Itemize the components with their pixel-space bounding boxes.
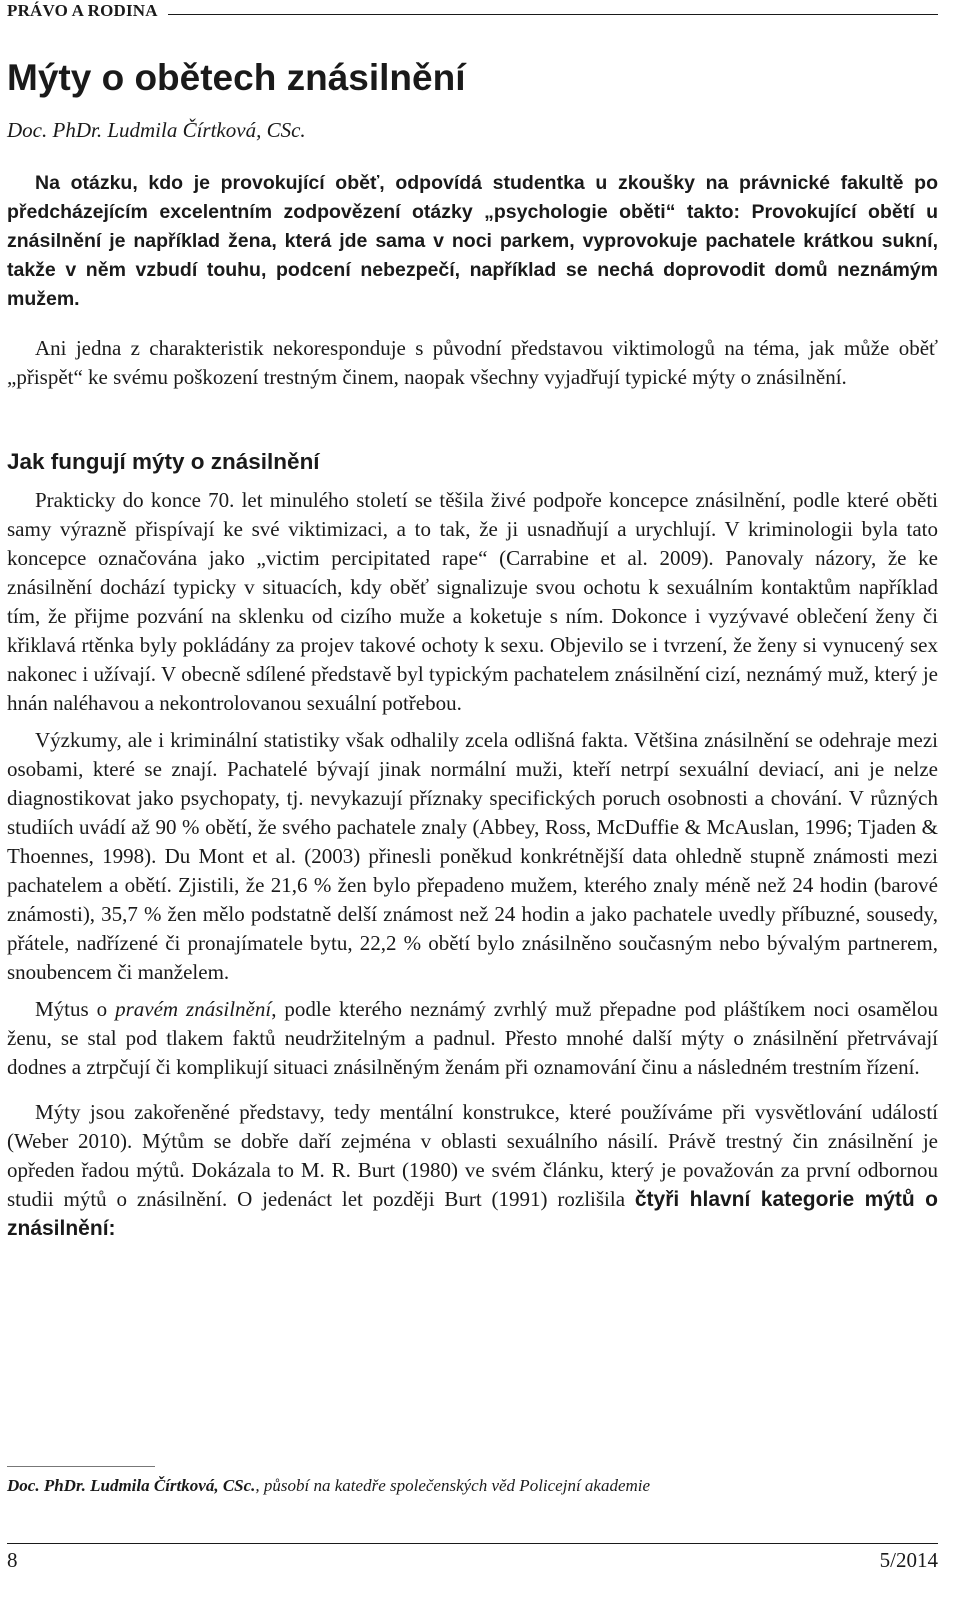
section-label: PRÁVO A RODINA	[7, 1, 158, 20]
footnote-rule	[7, 1466, 155, 1467]
lead-paragraph	[7, 169, 938, 314]
main-text	[7, 486, 938, 1243]
paragraph-3-emphasis: pravém znásilnění	[115, 997, 272, 1021]
lead-text: Na otázku, kdo je provokující oběť, odpovídá studentka u zkoušky na právnické fakultě po předcházejícím excelentním zodpovězení otázky „psychologie oběti“ takto: Provokující obětí u znásilnění je například žena, která jde sama v noci parkem, vyprovokuje pachatele krátkou sukní, takže v něm vzbudí touhu, podcení nebezpečí, například se nechá doprovodit domů neznámým mužem.	[7, 172, 938, 310]
author-footnote	[7, 1474, 650, 1498]
article-author: Doc. PhDr. Ludmila Čírtková, CSc.	[7, 118, 306, 142]
paragraph-2: Výzkumy, ale i kriminální statistiky však odhalily zcela odlišná fakta. Většina znásilnění se odehraje mezi osobami, které se znají. Pachatelé bývají jinak normální muži, kteří netrpí sexuální deviací, ani je nelze diagnostikovat jako psychopaty, tj. nevykazují příznaky specifických poruch osobnosti a chování. V různých studiích uvádí až 90 % obětí, že svého pachatele znaly (Abbey, Ross, McDuffie & McAuslan, 1996; Tjaden & Thoennes, 1998). Du Mont et al. (2003) přinesli poněkud konkrétnější data ohledně stupně známosti mezi pachatelem a obětí. Zjistili, že 21,6 % žen bylo přepadeno mužem, kterého znaly méně než 24 hodin (barové známosti), 35,7 % žen mělo podstatně delší známost než 24 hodin a jako pachatele uvedly příbuzné, sousedy, přátele, nadřízené či pronajímatele bytu, 22,2 % obětí bylo znásilněno současným nebo bývalým partnerem, snoubencem či manželem.	[7, 728, 938, 984]
header-rule	[168, 14, 938, 15]
paragraph-1: Prakticky do konce 70. let minulého století se těšila živé podpoře koncepce znásilnění, podle které oběti samy výrazně přispívají ke své viktimizaci, a to tak, že ji usnadňují a urychlují. V kriminologii byla tato koncepce označována jako „victim percipitated rape“ (Carrabine et al. 2009). Panovaly názory, že ke znásilnění dochází typicky v situacích, kdy oběť signalizuje svou ochotu k sexuálním kontaktům například tím, že přijme pozvání na sklenku od cizího muže a koketuje s ním. Dokonce i vyzývavé oblečení ženy či křiklavá rtěnka byly pokládány za projev takové ochoty k sexu. Objevilo se i tvrzení, že ženy si vynucený sex nakonec i užívají. V obecně sdílené představě byl typickým pachatelem znásilnění cizí, neznámý muž, který je hnán naléhavou a nekontrolovanou sexuální potřebou.	[7, 488, 938, 715]
footnote-affiliation: , působí na katedře společenských věd Policejní akademie	[255, 1476, 651, 1495]
paragraph-4	[7, 1098, 938, 1243]
intro-paragraph: Ani jedna z charakteristik nekoresponduje s původní představou viktimologů na téma, jak může oběť „přispět“ ke svému poškození trestným činem, naopak všechny vyjadřují typické mýty o znásilnění.	[7, 336, 938, 389]
paragraph-3	[7, 995, 938, 1082]
paragraph-3-end: , podle kterého neznámý zvrhlý muž přepadne pod pláštíkem noci osamělou ženu, se stal pod tlakem faktů neudržitelným a padnul. Přesto mnohé další mýty o znásilnění přetrvávají dodnes a ztrpčují či komplikují situaci znásilněným ženám při oznamování činu a následném trestním řízení.	[7, 997, 938, 1079]
section-heading: Jak fungují mýty o znásilnění	[7, 449, 320, 474]
running-header	[7, 0, 938, 22]
paragraph-3-start: Mýtus o	[35, 997, 116, 1021]
page-footer	[7, 1543, 938, 1572]
article-title: Mýty o obětech znásilnění	[7, 57, 466, 98]
issue-number: 5/2014	[879, 1548, 938, 1572]
footnote-author: Doc. PhDr. Ludmila Čírtková, CSc.	[7, 1476, 256, 1495]
page-number: 8	[7, 1548, 18, 1572]
paragraph-4-start: Mýty jsou zakořeněné představy, tedy mentální konstrukce, které používáme při vysvětlování událostí (Weber 2010). Mýtům se dobře daří zejména v oblasti sexuálního násilí. Právě trestný čin znásilnění je opředen řadou mýtů. Dokázala to M. R. Burt (1980) ve svém článku, který je považován za první odbornou studii mýtů o znásilnění. O jedenáct let později Burt (1991) rozlišila	[7, 1100, 938, 1211]
paragraph-4-bold: čtyři hlavní kategorie mýtů o znásilnění:	[7, 1188, 938, 1240]
intro-section	[7, 334, 938, 392]
